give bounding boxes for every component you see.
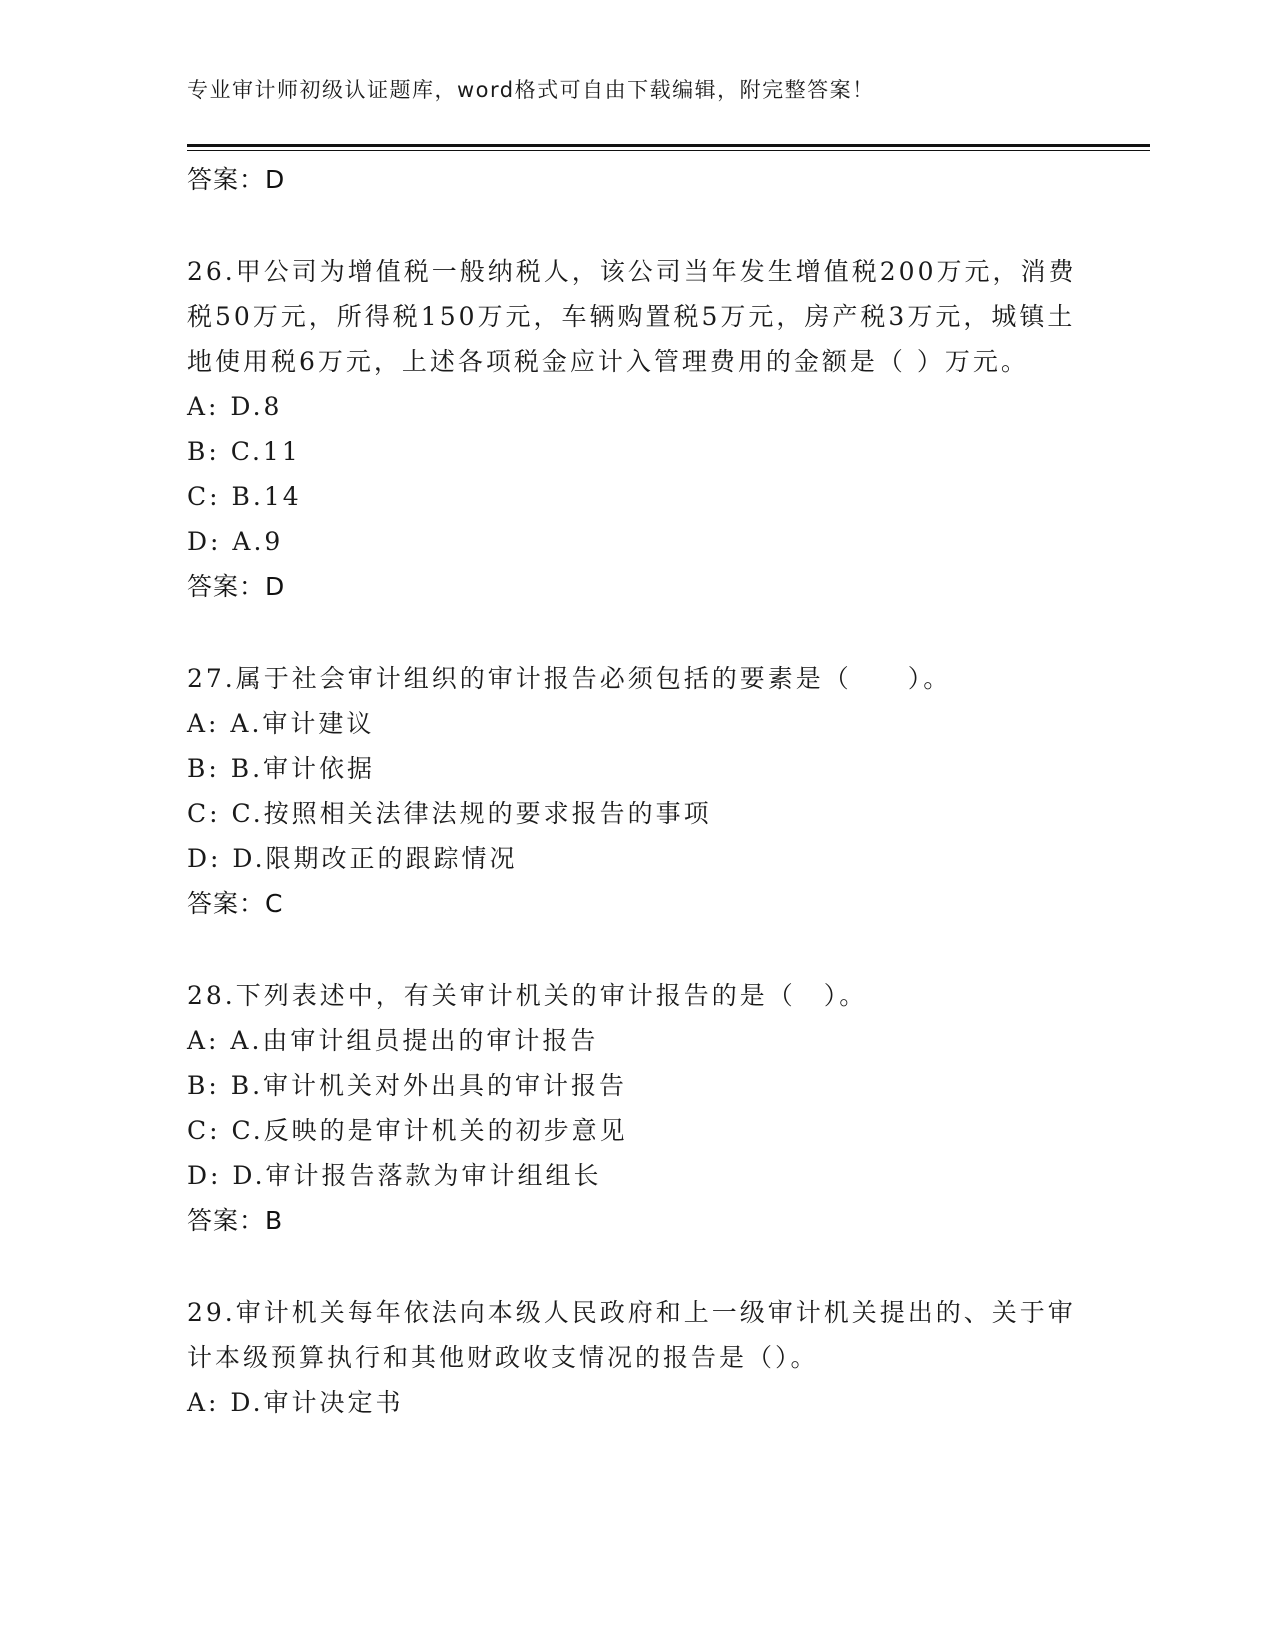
option-b: B: B.审计依据 xyxy=(187,754,376,783)
spacer xyxy=(187,926,1087,973)
answer-line: 答案：D xyxy=(187,165,286,194)
option-c: C: B.14 xyxy=(187,482,302,511)
spacer xyxy=(187,202,1087,249)
question-29 xyxy=(187,1290,1087,1425)
answer-line: 答案：D xyxy=(187,572,286,601)
option-d: D: A.9 xyxy=(187,527,284,556)
page-header: 专业审计师初级认证题库，word格式可自由下载编辑，附完整答案！ xyxy=(187,78,875,102)
question-stem: 28.下列表述中，有关审计机关的审计报告的是（ ）。 xyxy=(187,981,868,1010)
option-d: D: D.审计报告落款为审计组组长 xyxy=(187,1161,602,1190)
option-a: A: A.审计建议 xyxy=(187,709,375,738)
question-27 xyxy=(187,656,1087,926)
spacer xyxy=(187,609,1087,656)
option-a: A: D.审计决定书 xyxy=(187,1388,404,1417)
option-a: A: D.8 xyxy=(187,392,283,421)
spacer xyxy=(187,1243,1087,1290)
option-c: C: C.按照相关法律法规的要求报告的事项 xyxy=(187,799,712,828)
answer-line: 答案：C xyxy=(187,889,284,918)
option-b: B: B.审计机关对外出具的审计报告 xyxy=(187,1071,628,1100)
question-stem: 27.属于社会审计组织的审计报告必须包括的要素是（ ）。 xyxy=(187,664,952,693)
header-rule-thin xyxy=(187,150,1150,151)
option-b: B: C.11 xyxy=(187,437,301,466)
option-c: C: C.反映的是审计机关的初步意见 xyxy=(187,1116,628,1145)
question-list xyxy=(187,157,1087,1425)
option-a: A: A.由审计组员提出的审计报告 xyxy=(187,1026,599,1055)
header-rule-thick xyxy=(187,144,1150,147)
question-stem: 29.审计机关每年依法向本级人民政府和上一级审计机关提出的、关于审计本级预算执行和其他财政收支情况的报告是（）。 xyxy=(187,1298,1076,1372)
question-stem: 26.甲公司为增值税一般纳税人，该公司当年发生增值税200万元，消费税50万元，所得税150万元，车辆购置税5万元，房产税3万元，城镇土地使用税6万元，上述各项税金应计入管理费用的金额是（ ）万元。 xyxy=(187,257,1077,376)
question-26 xyxy=(187,249,1087,609)
question-28 xyxy=(187,973,1087,1243)
answer-line: 答案：B xyxy=(187,1206,284,1235)
option-d: D: D.限期改正的跟踪情况 xyxy=(187,844,518,873)
